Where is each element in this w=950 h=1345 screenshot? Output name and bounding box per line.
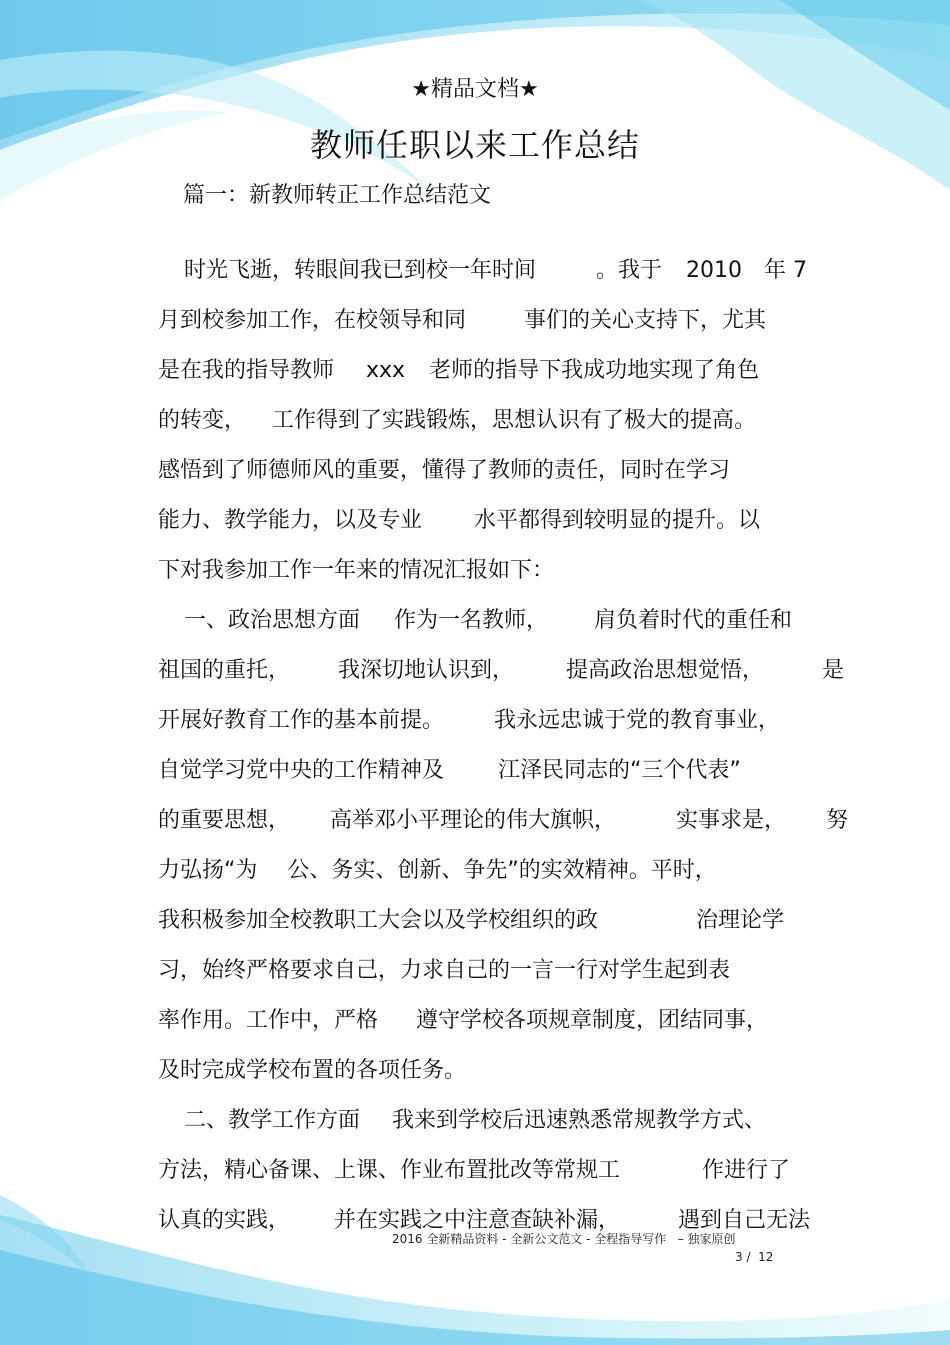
body-line-4: 的转变， 工作得到了实践锻炼，思想认识有了极大的提高。 xyxy=(158,408,757,433)
document-subtitle: 篇一：新教师转正工作总结范文 xyxy=(183,183,492,208)
body-line-7: 下对我参加工作一年来的情况汇报如下： xyxy=(158,558,555,583)
body-line-6: 能力、教学能力，以及专业 水平都得到较明显的提升。以 xyxy=(158,508,761,533)
body-line-9: 祖国的重托， 我深切地认识到， 提高政治思想觉悟， 是 xyxy=(158,658,845,683)
body-line-5: 感悟到了师德师风的重要，懂得了教师的责任，同时在学习 xyxy=(158,458,731,483)
body-line-3: 是在我的指导教师 xxx 老师的指导下我成功地实现了角色 xyxy=(158,358,760,383)
body-line-11: 自觉学习党中央的工作精神及 江泽民同志的“三个代表” xyxy=(158,758,741,783)
body-line-18: 二、教学工作方面 我来到学校后迅速熟悉常规教学方式、 xyxy=(184,1108,767,1133)
body-line-12: 的重要思想， 高举邓小平理论的伟大旗帜， 实事求是， 努 xyxy=(158,808,849,833)
body-line-1: 时光飞逝，转眼间我已到校一年时间 。我于 2010 年 7 xyxy=(184,258,808,283)
body-line-20: 认真的实践， 并在实践之中注意查缺补漏， 遇到自己无法 xyxy=(158,1208,811,1233)
body-line-13: 力弘扬“为 公、务实、创新、争先”的实效精神。平时， xyxy=(158,858,717,883)
document-title: 教师任职以来工作总结 xyxy=(309,126,640,164)
body-line-10: 开展好教育工作的基本前提。 我永远忠诚于党的教育事业， xyxy=(158,708,781,733)
body-line-16: 率作用。工作中，严格 遵守学校各项规章制度，团结同事， xyxy=(158,1008,769,1033)
body-line-8: 一、政治思想方面 作为一名教师， 肩负着时代的重任和 xyxy=(184,608,793,633)
body-line-19: 方法，精心备课、上课、作业布置批改等常规工 作进行了 xyxy=(158,1158,791,1183)
body-line-2: 月到校参加工作，在校领导和同 事们的关心支持下，尤其 xyxy=(158,308,767,333)
header-badge: ★精品文档★ xyxy=(411,77,539,102)
page-number: 3 / 12 xyxy=(735,1250,774,1264)
body-line-17: 及时完成学校布置的各项任务。 xyxy=(158,1058,467,1083)
footer-text: 2016 全新精品资料 - 全新公文范文 - 全程指导写作 – 独家原创 xyxy=(392,1232,736,1246)
body-line-14: 我积极参加全校教职工大会以及学校组织的政 治理论学 xyxy=(158,908,785,933)
body-line-15: 习，始终严格要求自己，力求自己的一言一行对学生起到表 xyxy=(158,958,731,983)
